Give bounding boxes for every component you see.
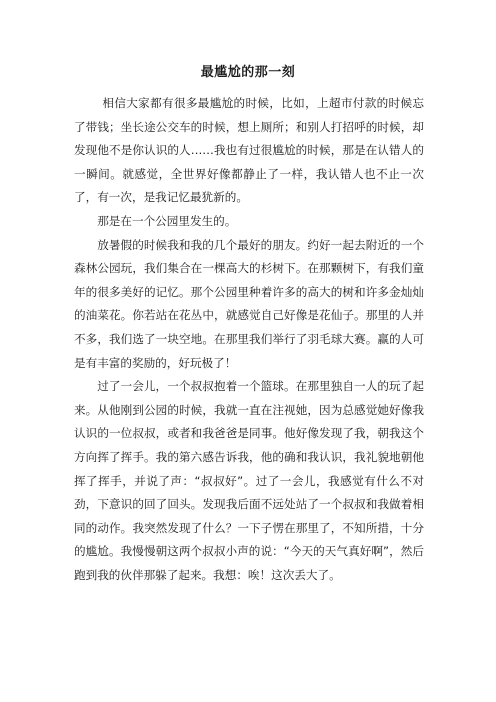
paragraph: 过了一会儿，一个叔叔抱着一个篮球。在那里独自一人的玩了起来。从他刚到公园的时候，我就一直在注视她，因为总感觉她好像我认识的一位叔叔，或者和我爸爸是同事。他好像发现了我，朝我这个方向挥了挥手。我的第六感告诉我，他的确和我认识，我礼貌地朝他挥了挥手，并说了声：“叔叔好”。过了一会儿，我感觉有什么不对劲，下意识的回了回头。发现我后面不远处站了一个叔叔和我做着相同的动作。我突然发现了什么？一下子愣在那里了，不知所措，十分的尴尬。我慢慢朝这两个叔叔小声的说：“今天的天气真好啊”，然后跑到我的伙伴那躲了起来。我想：唉！这次丢大了。 <box>74 379 424 582</box>
paragraph: 相信大家都有很多最尴尬的时候，比如，上超市付款的时候忘了带钱；坐长途公交车的时候，想上厕所；和别人打招呼的时候，却发现他不是你认识的人……我也有过很尴尬的时候，那是在认错人的一瞬间。就感觉，全世界好像都静止了一样，我认错人也不止一次了，有一次，是我记忆最犹新的。 <box>74 96 424 205</box>
article-body <box>74 92 424 587</box>
page-title: 最尴尬的那一刻 <box>200 65 296 80</box>
paragraph: 那是在一个公园里发生的。 <box>97 213 237 228</box>
paragraph: 放暑假的时候我和我的几个最好的朋友。约好一起去附近的一个森林公园玩，我们集合在一棵高大的杉树下。在那颗树下，有我们童年的很多美好的记忆。那个公园里种着许多的高大的树和许多金灿灿的油菜花。你若站在花丛中，就感觉自己好像是花仙子。那里的人并不多，我们选了一块空地。在那里我们举行了羽毛球大赛。赢的人可是有丰富的奖励的，好玩极了！ <box>74 237 424 370</box>
